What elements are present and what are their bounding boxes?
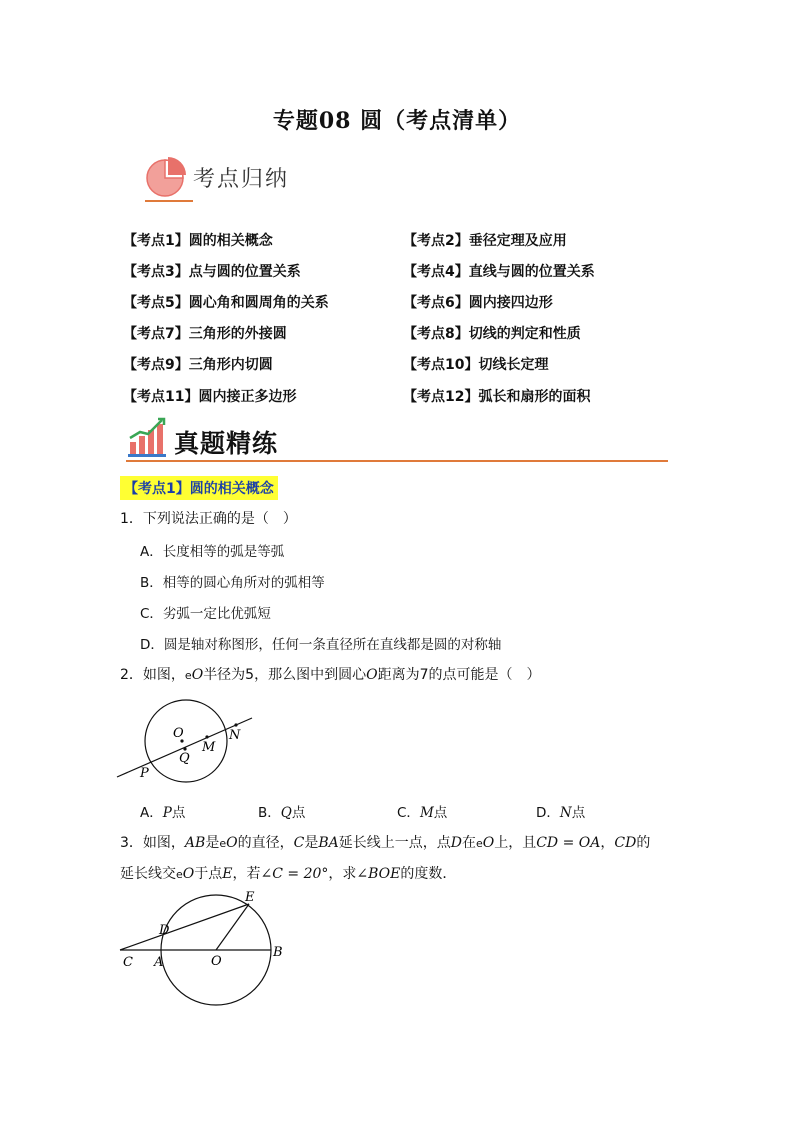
label-c: C <box>123 955 133 970</box>
pie-chart-icon <box>143 152 191 200</box>
topic-item: 【考点1】圆的相关概念 <box>123 232 273 249</box>
section-label: 考点归纳 <box>193 167 290 192</box>
text-segment: 于点 <box>194 866 223 882</box>
math-var: D <box>450 835 462 851</box>
topic-item: 【考点4】直线与圆的位置关系 <box>403 263 595 280</box>
question-1-option-c: C．劣弧一定比优弧短 <box>140 606 271 622</box>
text-segment: 的 <box>636 835 651 851</box>
page-title: 专题08 圆（考点清单） <box>272 108 522 134</box>
math-var: ∠C = 20° <box>260 866 329 882</box>
topic-item: 【考点8】切线的判定和性质 <box>403 326 581 343</box>
math-var: AB <box>184 835 206 851</box>
label-n: N <box>229 728 241 743</box>
question-2-figure <box>112 694 262 789</box>
text-segment: 的度数． <box>400 866 457 882</box>
label-o: O <box>211 954 222 969</box>
section-rule <box>126 460 668 462</box>
text-segment: 上，且 <box>494 835 537 851</box>
topic-row <box>123 286 683 317</box>
label-p: P <box>140 766 149 781</box>
topic-row <box>123 255 683 286</box>
label-b: B <box>273 945 283 960</box>
section-label: 真题精练 <box>174 429 279 458</box>
topic-item: 【考点10】切线长定理 <box>403 357 549 374</box>
text-segment: ， <box>600 835 615 851</box>
text-segment: 是 <box>205 835 220 851</box>
topic-list <box>123 224 683 411</box>
question-1-option-d: D．圆是轴对称图形，任何一条直径所在直线都是圆的对称轴 <box>140 637 502 653</box>
math-var: O <box>182 866 195 882</box>
topic-item: 【考点12】弧长和扇形的面积 <box>403 388 591 405</box>
label-o: O <box>173 726 184 741</box>
text-segment: ，若 <box>232 866 261 882</box>
question-3-line-2 <box>120 863 456 883</box>
section-heading-summary <box>143 150 303 206</box>
question-3-figure <box>112 890 292 1010</box>
question-3-line-1 <box>120 832 650 852</box>
current-topic-highlight: 【考点1】圆的相关概念 <box>120 476 278 500</box>
question-2-option-c: C．M点 <box>397 805 448 821</box>
question-2-option-b: B．Q点 <box>258 805 306 821</box>
question-1-option-b: B．相等的圆心角所对的弧相等 <box>140 575 325 591</box>
text-segment: 3．如图， <box>120 835 185 851</box>
section-underline <box>145 200 193 202</box>
text-segment: 延长线上一点，点 <box>338 835 451 851</box>
math-var: BA <box>318 835 339 851</box>
text-segment: e <box>176 868 183 881</box>
label-d: D <box>159 923 170 938</box>
math-var: E <box>222 866 233 882</box>
math-var: O <box>482 835 495 851</box>
text-segment: 的直径， <box>237 835 294 851</box>
text-segment: e <box>475 837 483 850</box>
topic-row <box>123 349 683 380</box>
topic-item: 【考点9】三角形内切圆 <box>123 357 273 374</box>
topic-item: 【考点7】三角形的外接圆 <box>123 326 287 343</box>
section-heading-exercises <box>126 414 670 462</box>
text-segment: e <box>219 837 227 850</box>
question-1-option-a: A．长度相等的弧是等弧 <box>140 544 285 560</box>
question-2-stem: 2．如图，eO半径为5，那么图中到圆心O距离为7的点可能是（ ） <box>120 667 541 683</box>
label-m: M <box>202 740 216 755</box>
topic-item: 【考点11】圆内接正多边形 <box>123 388 297 405</box>
topic-row <box>123 380 683 411</box>
question-2-option-d: D．N点 <box>536 805 586 821</box>
text-segment: 延长线交 <box>120 866 176 882</box>
math-var: CD <box>614 835 637 851</box>
question-2-option-a: A．P点 <box>140 805 186 821</box>
text-segment: 是 <box>304 835 319 851</box>
topic-item: 【考点6】圆内接四边形 <box>403 294 553 311</box>
bar-chart-icon <box>126 414 170 458</box>
topic-item: 【考点2】垂径定理及应用 <box>403 232 567 249</box>
math-var: ∠BOE <box>356 866 401 882</box>
text-segment: 在 <box>461 835 476 851</box>
topic-row <box>123 224 683 255</box>
label-q: Q <box>179 751 190 766</box>
math-var: CD = OA <box>536 835 601 851</box>
question-1-stem: 1．下列说法正确的是（ ） <box>120 511 297 527</box>
topic-item: 【考点5】圆心角和圆周角的关系 <box>123 294 329 311</box>
topic-item: 【考点3】点与圆的位置关系 <box>123 263 301 280</box>
math-var: C <box>293 835 305 851</box>
label-a: A <box>154 955 164 970</box>
text-segment: ，求 <box>328 866 357 882</box>
math-var: O <box>226 835 238 851</box>
topic-row <box>123 318 683 349</box>
label-e: E <box>245 890 255 905</box>
